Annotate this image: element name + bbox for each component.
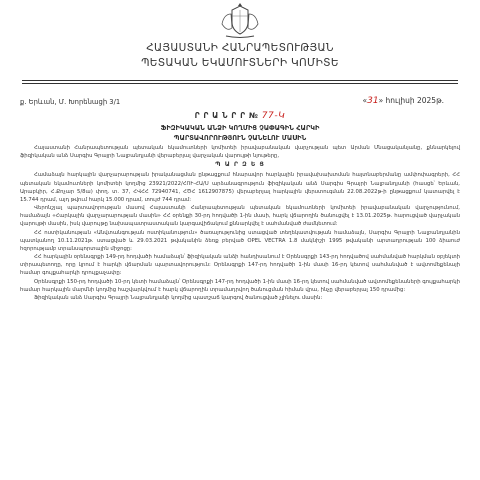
subject-line-1: ՖԻԶԻԿԱԿԱՆ ԱՆՁԻ ԿՈՂՄԻՑ ՉԱՓԱԳԻՆ ՀԱՐԿԻ <box>160 124 320 132</box>
header-divider-thin <box>22 83 458 84</box>
section-heading: Պ Ա Ր Զ Ե Ց <box>215 161 265 169</box>
body-paragraph-2: Վերոնշյալ պարտավորության մասով Հայաստանի Հանրապետության պետական եկամուտների կոմիտեի իրավաբանական վարչությունում, համաձայն «Հարկային վարչարարության մասին» ՀՀ օրենքի 30-րդ հոդվածի 1-ին մասի, հարկ վճարողին ծանուցվել է 13.01.2025թ. հարուցված վարչական վարույթի մասին, իսկ վարույթը նախապատրաստական կարգավիճակում քննարկվել է սահմանված ժամկետում: <box>20 205 460 228</box>
intro-paragraph: Հայաստանի Հանրապետության պետական եկամուտների կոմիտեի իրավաբանական վարչության պետ Արման Մնացականյանը, քննարկելով ֆիզիկական անձ Սարգիս Գրայրի Նալբանդյանի վերաբերյալ վարչական վարույթի նյութերը, <box>20 145 460 160</box>
document-address: ք. Երևան, Մ. Խորենացի 3/1 <box>20 98 121 106</box>
date-open-quote: « <box>362 96 368 105</box>
body-paragraph-4: ՀՀ հարկային օրենսգրքի 149-րդ հոդվածի համաձայն՝ ֆիզիկական անձի հանդիսանում է Օրենսգրքի 143-րդ հոդվածով սահմանված հարկման օբյեկտի տիրապետողը, որը կրում է հարկի վճարման պարտավորություն: Օրենսգրքի 147-րդ հոդվածի 1-ին մասի 16-րդ կետով սահմանված է ավտոմեքենայի համար գույքահարկի դրույքաչափը: <box>20 254 460 277</box>
order-number: 77-Կ <box>261 111 286 121</box>
header-line-2: ՊԵՏԱԿԱՆ ԵԿԱՄՈՒՏՆԵՐԻ ԿՈՄԻՏԵ <box>141 57 339 69</box>
body-paragraph-5: Օրենսգրքի 150-րդ հոդվածի 10-րդ կետի համաձայն՝ Օրենսգրքի 147-րդ հոդվածի 1-ին մասի 16-րդ կետով սահմանված ավտոմեքենաների գույքահարկի համար հարկային մարմնի կողմից հաշվարկվում է հարկ վճարողին տրամադրվող ծանուցման հիման վրա, ինչը վերաբերյալ 150 դրամից: <box>20 278 460 293</box>
body-paragraph-3: ՀՀ ոստիկանության «Անվտանգության ոստիկանություն» ծառայությունից ստացված տեղեկատվության համաձայն, Սարգիս Գրայրի Նալբանդյանին պատկանող 10.11.2021թ. ստացված և 29.03.2021 թվականին ձեռք բերված OPEL VECTRA 1.8 մակնիշի 1995 թվականի արտադրության 100 ձիաուժ հզորությամբ տրանսպորտային միջոցը: <box>20 229 460 252</box>
date-day: 31 <box>367 96 379 106</box>
armenian-coat-of-arms-icon <box>218 2 262 40</box>
order-label: Ր Ր Ա Ն Ր Ր № <box>194 111 259 120</box>
header-line-1: ՀԱՅԱՍՏԱՆԻ ՀԱՆՐԱՊԵՏՈՒԹՅԱՆ <box>146 42 334 54</box>
document-date <box>363 96 444 106</box>
order-title <box>0 111 480 121</box>
subject-line-2: ՊԱՐՏԱՎՈՐՈՒԹՅՈՒՆ ՉԱՆԵԼՈՒ ՄԱՍԻՆ <box>173 134 307 142</box>
date-month-year: » հուլիսի 2025թ. <box>378 96 444 105</box>
document-body <box>20 144 460 302</box>
header-divider <box>22 80 458 81</box>
body-paragraph-1: Համաձայն հարկային վարչարարության իրականացման ընթացքում հնարավոր հարկային իրավախախտման հայտնաբերմանը ամփոփագրերի, ՀՀ պետական եկամուտների կոմիտեի կողմից 23921/2022/ՀՈՒ-ՀԱ/Ս արձանագրություն ֆիզիկական անձ Սարգիս Գրայրի Նալբանդյանի (հասցե՝ Երևան, Արաբկիր, Հ.Քոչար 5/8ա) փող. տ. 37, ՀՎՀՀ 72940741, ՀԾՀ 1612907875) վերաբերյալ հարկային վերստուգման 22.08.2022թ-ի ընթացքում կատարվել է 15.744 դրամ, այդ թվում հարկ 15.000 դրամ, տույժ 744 դրամ: <box>20 172 460 203</box>
body-paragraph-6: Ֆիզիկական անձ Սարգիս Գրայրի Նալբանդյանի կողմից պատշաճ կարգով ծանուցված չլինելու մասին: <box>34 294 323 301</box>
